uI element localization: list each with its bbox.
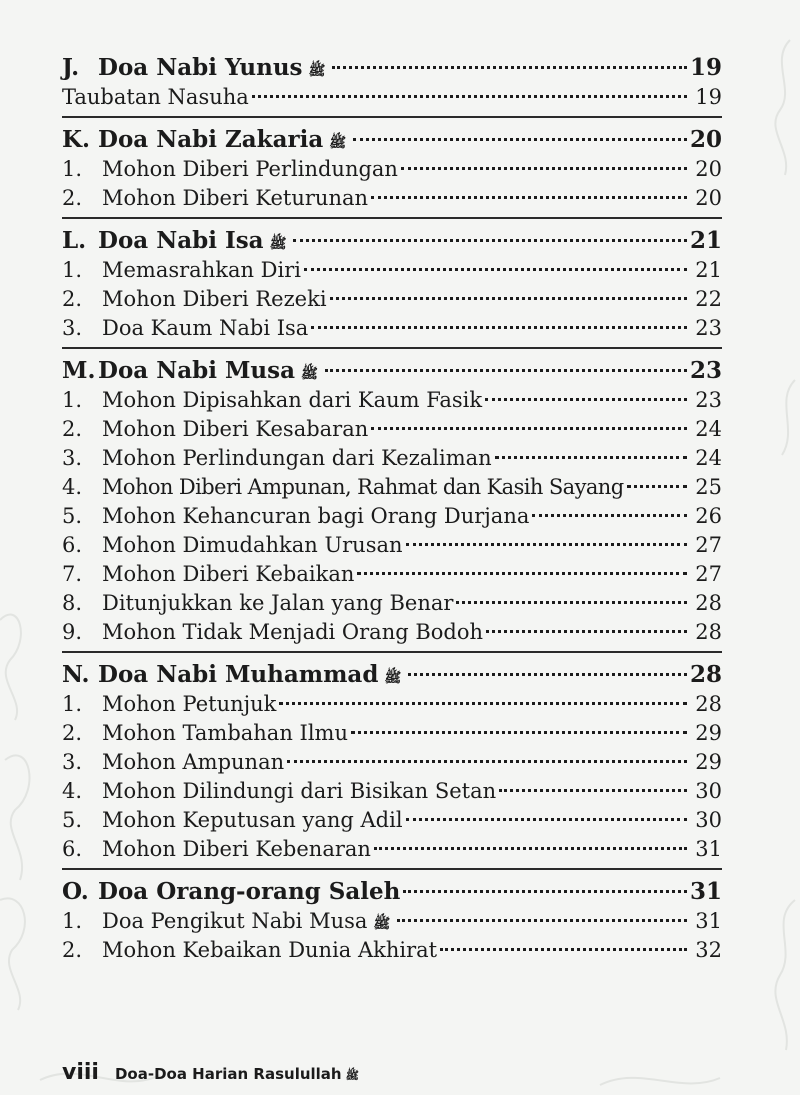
section-letter: K. bbox=[62, 126, 90, 153]
page-number: 21 bbox=[695, 258, 722, 282]
page-number: 22 bbox=[695, 287, 722, 311]
dot-leader bbox=[408, 673, 687, 676]
entry-title: Mohon Tidak Menjadi Orang Bodoh bbox=[102, 620, 484, 644]
page-number: 30 bbox=[695, 779, 722, 803]
toc-entry[interactable] bbox=[62, 531, 722, 560]
section-divider bbox=[62, 651, 722, 653]
section-divider bbox=[62, 347, 722, 349]
entry-title: Doa Nabi Zakaria bbox=[98, 126, 324, 153]
page-number: 31 bbox=[695, 909, 722, 933]
entry-title: Memasrahkan Diri bbox=[102, 258, 301, 282]
entry-title: Doa Nabi Yunus bbox=[98, 54, 303, 81]
dot-leader bbox=[332, 66, 687, 69]
salawat-seal-icon: ﷺ bbox=[269, 236, 287, 252]
dot-leader bbox=[406, 543, 687, 546]
dot-leader bbox=[279, 702, 687, 705]
page-number: 27 bbox=[695, 562, 722, 586]
running-title: Doa-Doa Harian Rasulullah bbox=[114, 1065, 342, 1083]
dot-leader bbox=[330, 297, 687, 300]
dot-leader bbox=[371, 196, 687, 199]
entry-title: Mohon Perlindungan dari Kezaliman bbox=[102, 446, 492, 470]
page-number: 29 bbox=[695, 721, 722, 745]
dot-leader bbox=[371, 427, 687, 430]
entry-number: 4. bbox=[62, 475, 83, 499]
section-letter: N. bbox=[62, 661, 90, 688]
section-divider bbox=[62, 116, 722, 118]
dot-leader bbox=[456, 601, 687, 604]
salawat-seal-icon: ﷺ bbox=[373, 916, 391, 932]
toc-entry[interactable] bbox=[62, 748, 722, 777]
dot-leader bbox=[252, 95, 687, 98]
page-number: 30 bbox=[695, 808, 722, 832]
table-of-contents bbox=[62, 52, 722, 965]
dot-leader bbox=[351, 731, 687, 734]
entry-number: 2. bbox=[62, 417, 83, 441]
toc-entry[interactable] bbox=[62, 690, 722, 719]
entry-title: Doa Nabi Isa bbox=[98, 227, 264, 254]
toc-entry[interactable] bbox=[62, 256, 722, 285]
page-number: 24 bbox=[695, 446, 722, 470]
toc-entry[interactable] bbox=[62, 589, 722, 618]
page-number: 19 bbox=[690, 54, 723, 81]
salawat-seal-icon: ﷺ bbox=[308, 63, 326, 79]
entry-title: Mohon Dimudahkan Urusan bbox=[102, 533, 403, 557]
section-letter: J. bbox=[62, 54, 80, 81]
entry-number: 1. bbox=[62, 909, 83, 933]
entry-title: Mohon Kehancuran bagi Orang Durjana bbox=[102, 504, 530, 528]
toc-entry[interactable] bbox=[62, 155, 722, 184]
page-number: 31 bbox=[690, 878, 723, 905]
entry-number: 4. bbox=[62, 779, 83, 803]
page-number: 23 bbox=[695, 388, 722, 412]
entry-number: 1. bbox=[62, 157, 83, 181]
entry-title: Mohon Dilindungi dari Bisikan Setan bbox=[102, 779, 497, 803]
toc-entry[interactable] bbox=[62, 184, 722, 213]
entry-title: Mohon Diberi Ampunan, Rahmat dan Kasih Sayang bbox=[102, 475, 624, 499]
entry-number: 6. bbox=[62, 837, 83, 861]
entry-number: 3. bbox=[62, 316, 83, 340]
page-number: 27 bbox=[695, 533, 722, 557]
entry-title: Ditunjukkan ke Jalan yang Benar bbox=[102, 591, 454, 615]
toc-entry[interactable] bbox=[62, 444, 722, 473]
dot-leader bbox=[304, 268, 687, 271]
entry-title: Doa Orang-orang Saleh bbox=[98, 878, 401, 905]
dot-leader bbox=[374, 847, 687, 850]
page-number: 28 bbox=[695, 620, 722, 644]
toc-entry[interactable] bbox=[62, 560, 722, 589]
entry-number: 2. bbox=[62, 186, 83, 210]
dot-leader bbox=[486, 630, 687, 633]
entry-title: Mohon Tambahan Ilmu bbox=[102, 721, 348, 745]
toc-section-entry[interactable] bbox=[62, 355, 722, 386]
section-letter: M. bbox=[62, 357, 96, 384]
page-number: 23 bbox=[695, 316, 722, 340]
dot-leader bbox=[401, 167, 687, 170]
entry-number: 1. bbox=[62, 258, 83, 282]
entry-title: Mohon Dipisahkan dari Kaum Fasik bbox=[102, 388, 483, 412]
page-number: 28 bbox=[695, 591, 722, 615]
page-number: 28 bbox=[690, 661, 723, 688]
page-number: 24 bbox=[695, 417, 722, 441]
dot-leader bbox=[406, 818, 687, 821]
toc-entry[interactable] bbox=[62, 314, 722, 343]
entry-number: 3. bbox=[62, 446, 83, 470]
dot-leader bbox=[293, 239, 687, 242]
page-number: 26 bbox=[695, 504, 722, 528]
section-divider bbox=[62, 217, 722, 219]
dot-leader bbox=[485, 398, 687, 401]
entry-number: 1. bbox=[62, 388, 83, 412]
entry-number: 9. bbox=[62, 620, 83, 644]
entry-number: 1. bbox=[62, 692, 83, 716]
entry-number: 5. bbox=[62, 504, 83, 528]
entry-title: Mohon Kebaikan Dunia Akhirat bbox=[102, 938, 438, 962]
toc-entry[interactable] bbox=[62, 473, 722, 502]
toc-entry[interactable] bbox=[62, 806, 722, 835]
page-number: 20 bbox=[695, 157, 722, 181]
dot-leader bbox=[353, 138, 687, 141]
toc-entry[interactable] bbox=[62, 936, 722, 965]
page-number: 29 bbox=[695, 750, 722, 774]
entry-title: Mohon Diberi Perlindungan bbox=[102, 157, 398, 181]
entry-title: Mohon Diberi Kebaikan bbox=[102, 562, 355, 586]
entry-number: 3. bbox=[62, 750, 83, 774]
toc-entry[interactable] bbox=[62, 835, 722, 864]
entry-title: Doa Nabi Muhammad bbox=[98, 661, 379, 688]
entry-title: Mohon Diberi Rezeki bbox=[102, 287, 327, 311]
page-folio: viii bbox=[62, 1060, 99, 1085]
toc-entry[interactable] bbox=[62, 415, 722, 444]
toc-entry[interactable] bbox=[62, 386, 722, 415]
toc-entry[interactable] bbox=[62, 618, 722, 647]
entry-title: Doa Pengikut Nabi Musa bbox=[102, 909, 368, 933]
entry-title: Mohon Diberi Kesabaran bbox=[102, 417, 369, 441]
page-number: 31 bbox=[695, 837, 722, 861]
salawat-seal-icon: ﷺ bbox=[384, 670, 402, 686]
entry-title: Mohon Diberi Keturunan bbox=[102, 186, 369, 210]
dot-leader bbox=[627, 485, 687, 488]
dot-leader bbox=[357, 572, 687, 575]
page-footer bbox=[62, 1060, 359, 1085]
entry-title: Taubatan Nasuha bbox=[62, 85, 249, 109]
salawat-seal-icon: ﷺ bbox=[300, 366, 318, 382]
entry-title: Mohon Keputusan yang Adil bbox=[102, 808, 403, 832]
entry-number: 5. bbox=[62, 808, 83, 832]
entry-number: 2. bbox=[62, 721, 83, 745]
toc-section-entry[interactable] bbox=[62, 52, 722, 83]
entry-title: Mohon Ampunan bbox=[102, 750, 285, 774]
entry-title: Doa Nabi Musa bbox=[98, 357, 295, 384]
page-number: 23 bbox=[690, 357, 723, 384]
entry-number: 6. bbox=[62, 533, 83, 557]
page-number: 21 bbox=[690, 227, 723, 254]
entry-number: 8. bbox=[62, 591, 83, 615]
dot-leader bbox=[287, 760, 687, 763]
entry-number: 2. bbox=[62, 938, 83, 962]
toc-entry[interactable] bbox=[62, 285, 722, 314]
page-number: 19 bbox=[695, 85, 722, 109]
entry-number: 2. bbox=[62, 287, 83, 311]
toc-section-entry[interactable] bbox=[62, 124, 722, 155]
page-number: 28 bbox=[695, 692, 722, 716]
dot-leader bbox=[495, 456, 687, 459]
entry-title: Mohon Petunjuk bbox=[102, 692, 277, 716]
entry-title: Doa Kaum Nabi Isa bbox=[102, 316, 309, 340]
dot-leader bbox=[440, 948, 687, 951]
page-number: 25 bbox=[695, 475, 722, 499]
toc-entry[interactable] bbox=[62, 719, 722, 748]
entry-number: 7. bbox=[62, 562, 83, 586]
dot-leader bbox=[325, 369, 687, 372]
section-letter: O. bbox=[62, 878, 89, 905]
toc-entry[interactable] bbox=[62, 83, 722, 112]
entry-title: Mohon Diberi Kebenaran bbox=[102, 837, 371, 861]
dot-leader bbox=[397, 919, 687, 922]
page-number: 32 bbox=[695, 938, 722, 962]
page-number: 20 bbox=[695, 186, 722, 210]
dot-leader bbox=[532, 514, 687, 517]
salawat-seal-icon: ﷺ bbox=[345, 1069, 359, 1082]
toc-entry[interactable] bbox=[62, 777, 722, 806]
dot-leader bbox=[403, 890, 687, 893]
section-divider bbox=[62, 868, 722, 870]
dot-leader bbox=[311, 326, 687, 329]
dot-leader bbox=[499, 789, 687, 792]
toc-section-entry[interactable] bbox=[62, 659, 722, 690]
section-letter: L. bbox=[62, 227, 87, 254]
toc-section-entry[interactable] bbox=[62, 876, 722, 907]
toc-entry[interactable] bbox=[62, 907, 722, 936]
salawat-seal-icon: ﷺ bbox=[329, 135, 347, 151]
toc-entry[interactable] bbox=[62, 502, 722, 531]
page-number: 20 bbox=[690, 126, 723, 153]
toc-section-entry[interactable] bbox=[62, 225, 722, 256]
